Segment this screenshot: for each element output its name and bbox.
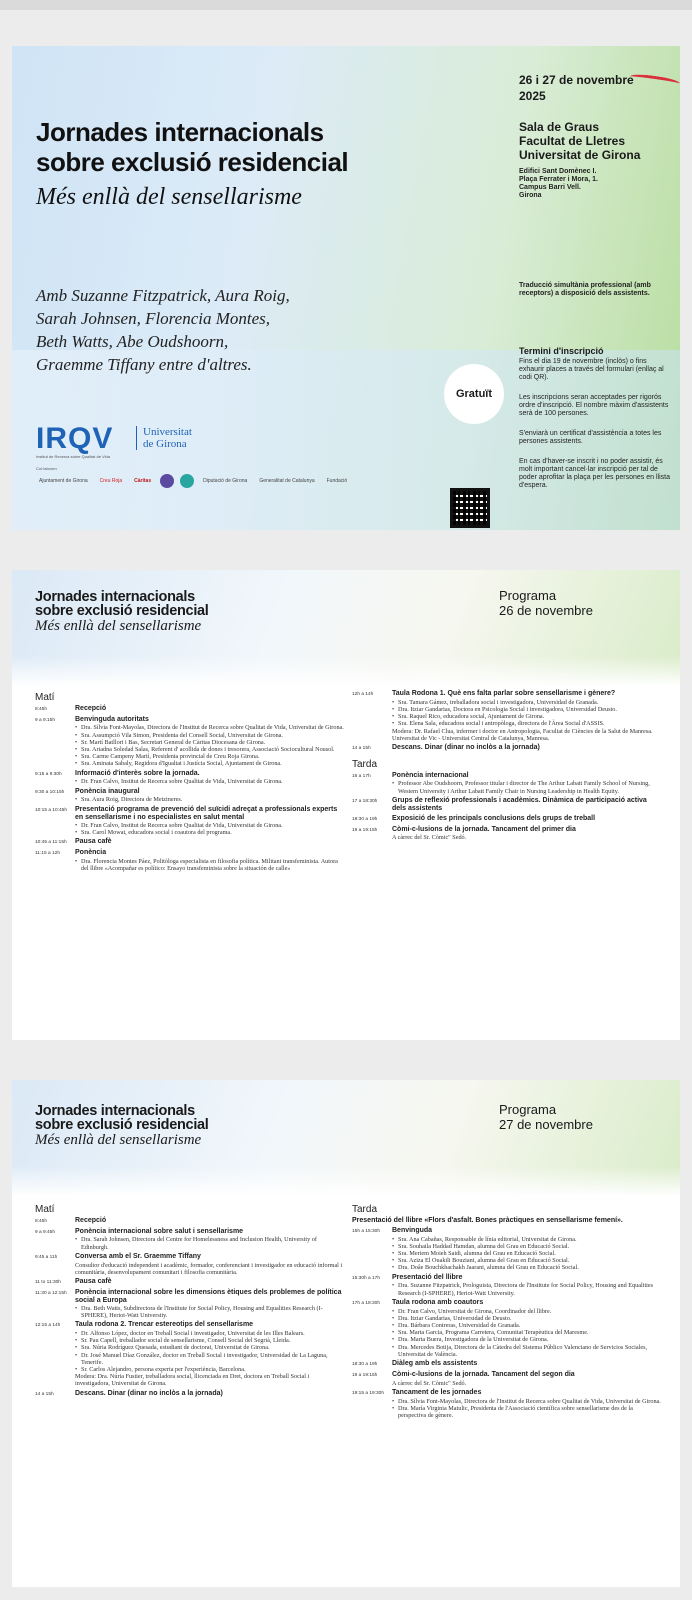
item-details	[392, 1398, 662, 1420]
schedule-item	[352, 744, 662, 753]
certificate-note: S'enviarà un certificat d'assistència a totes les persones assistents.	[519, 430, 662, 445]
item-time: 9:45 a 11h	[35, 1254, 58, 1260]
schedule-item	[35, 1278, 345, 1287]
speaker-list	[392, 1308, 662, 1358]
day1-morning-column	[35, 692, 345, 872]
speaker-list	[75, 1330, 345, 1373]
item-title: Pausa cafè	[75, 838, 112, 846]
item-title: Descans. Dinar (dinar no inclòs a la jornada)	[75, 1389, 223, 1397]
item-time: 16 a 17h	[352, 773, 371, 779]
program-title-line1: Jornades internacionals	[35, 589, 195, 605]
item-title: Conversa amb el Sr. Graemme Tiffany	[75, 1252, 201, 1260]
speaker: • Sr. Pau Capell, treballador social de sensellarisme, Consell Social del Segrià, Lleida.	[75, 1337, 345, 1344]
speaker: • Dr. Fran Calvo, Institut de Recerca sobre Qualitat de Vida, Universitat de Girona.	[75, 778, 345, 785]
schedule-item	[35, 1390, 345, 1399]
item-details	[392, 699, 662, 742]
schedule-item	[35, 806, 345, 822]
speaker: • Sra. Ariadna Soledad Salas, Referent d' acollida de dones i tresorera, Associació Sociocultural Nousol.	[75, 746, 345, 753]
schedule-item	[352, 1227, 662, 1236]
inscription-text: Fins el dia 19 de novembre (inclòs) o fins exhaurir places a través del formulari (enllaç al codi QR).	[519, 358, 664, 381]
speaker-list	[392, 699, 662, 728]
item-time: 9:30 a 10:15h	[35, 789, 65, 795]
section-heading: Tarda	[352, 1204, 378, 1215]
irqv-logo: IRQV	[36, 422, 114, 455]
item-details	[392, 1380, 662, 1387]
item-title: Diàleg amb els assistents	[392, 1360, 478, 1368]
translation-note: Traducció simultània professional (amb receptors) a disposició dels assistents.	[519, 282, 651, 297]
item-time: 11 to 11:30h	[35, 1280, 61, 1285]
poster-title-line1: Jornades internacionals	[36, 117, 324, 147]
free-badge: Gratuït	[444, 364, 504, 424]
item-time: 11:30 a 12:15h	[35, 1290, 67, 1296]
item-title: Còmi-c-lusions de la jornada. Tancament del primer dia	[392, 825, 576, 833]
schedule-item	[35, 716, 345, 725]
item-title: Taula rodona amb coautors	[392, 1298, 484, 1306]
item-note: A càrrec del Sr. Còmic" Sedó.	[392, 1379, 467, 1387]
poster-venue: Sala de Graus Facultat de Lletres Universitat de Girona	[519, 120, 641, 162]
collab-logo: Creu Roja	[99, 478, 123, 484]
schedule-item	[352, 1299, 662, 1308]
item-time: 10:15 a 10:45h	[35, 807, 68, 813]
item-title: Benvinguda autoritats	[75, 715, 149, 723]
day1-afternoon-column	[352, 688, 662, 842]
item-time: 19:15 a 19:30h	[352, 1390, 385, 1396]
moderator: Modera: Dr. Rafael Clua, infermer i doctor en Antropologia, Facultat de Ciències de la Salut de Manresa. Universitat de Vic - Universitat Central de Catalunya, Manresa.	[392, 727, 653, 742]
speaker-list	[75, 778, 345, 785]
item-title: Ponència internacional sobre les dimensions ètiques dels problemes de política social a Europa	[75, 1288, 342, 1304]
item-details	[75, 822, 345, 836]
item-title: Recepció	[75, 704, 107, 712]
item-time: 18:30 a 19h	[352, 1362, 378, 1368]
item-details	[75, 724, 345, 767]
book-presentation: Presentació del llibre «Flors d'asfalt. Bones pràctiques en sensellarisme femení».	[352, 1216, 623, 1224]
item-title: Exposició de les principals conclusions dels grups de treball	[392, 814, 596, 822]
item-time: 18:30 a 19h	[352, 816, 378, 822]
poster-address: Edifici Sant Domènec I. Plaça Ferrater i Mora, 1. Campus Barri Vell. Girona	[519, 168, 598, 199]
day2-morning-column	[35, 1204, 345, 1398]
item-time: 15h a 15:30h	[352, 1228, 381, 1234]
poster-subtitle: Més enllà del sensellarisme	[36, 184, 302, 210]
collab-logo: Generalitat de Catalunya	[259, 478, 315, 484]
item-details	[392, 834, 662, 841]
speaker-list	[75, 796, 345, 803]
collab-logo: Ajuntament de Girona	[39, 478, 88, 484]
speaker: • Dra. Bárbara Contreras, Universidad de Granada.	[392, 1322, 662, 1329]
speaker: • Dr. José Manuel Díaz González, doctor en Treball Social i investigador, Universidad de La Laguna, Tenerife.	[75, 1352, 345, 1366]
schedule-item	[352, 1389, 662, 1398]
speaker: • Dra. Sarah Johnsen, Directora del Centre for Homelessness and Inclusion Health, University of Edinburgh.	[75, 1236, 345, 1250]
item-title: Recepció	[75, 1216, 107, 1224]
speaker: • Sra. Núria Rodríguez Quesada, estudiant de doctorat, Universitat de Girona.	[75, 1344, 345, 1351]
item-time: 9:15 a 9:30h	[35, 771, 62, 777]
speaker: • Sra. Marta Garcia, Programa Carretera, Comunitat Terapèutica del Maresme.	[392, 1329, 662, 1336]
top-bar	[0, 0, 692, 10]
speaker-list	[75, 822, 345, 836]
schedule-item	[352, 1360, 662, 1369]
schedule-item	[35, 705, 345, 714]
cancel-note: En cas d'haver-se inscrit i no poder assistir, és molt important cancel·lar inscripció per tal de poder aprofitar la plaça per les persones en llista d'espera.	[519, 458, 670, 489]
speaker: • Dr. Alfonso López, doctor en Treball Social i investigador, Universitat de les Illes Balears.	[75, 1330, 345, 1337]
program-subtitle: Més enllà del sensellarisme	[35, 618, 202, 634]
day2-afternoon-column	[352, 1204, 662, 1419]
item-details	[392, 780, 662, 794]
irqv-logo-caption: Institut de Recerca sobre Qualitat de Vida	[36, 454, 110, 459]
inscription-heading: Termini d'inscripció	[519, 346, 604, 356]
speaker: • Dra. Florencia Montes Páez, Politòloga especialista en filosofia política. Militant transfeminista. Autora del llibre «Acompañar es político: Ensayo transfeminista sobre la situación de calle»	[75, 858, 345, 872]
program-day2-page	[12, 1080, 680, 1587]
item-details	[392, 1282, 662, 1296]
speaker: • Dra. Marta Buera, Investigadora de la Universitat de Girona.	[392, 1336, 662, 1343]
item-title: Taula rodona 2. Trencar estereotips del sensellarisme	[75, 1321, 254, 1329]
item-title: Còmi-c-lusions de la jornada. Tancament del segon dia	[392, 1370, 575, 1378]
item-title: Presentació del llibre	[392, 1273, 463, 1281]
collab-logo-icon	[180, 474, 194, 488]
item-time: 10:45 a 11:15h	[35, 840, 67, 846]
speaker-list	[392, 1236, 662, 1272]
item-details	[392, 1308, 662, 1358]
schedule-item	[352, 772, 662, 781]
item-note: A càrrec del Sr. Còmic" Sedó.	[392, 834, 467, 842]
program-title-line2: sobre exclusió residencial	[35, 1117, 209, 1133]
item-title: Taula Rodona 1. Què ens falta parlar sobre sensellarisme i gènere?	[392, 690, 616, 697]
schedule-item	[352, 826, 662, 835]
speaker-list	[75, 724, 345, 767]
item-title: Tancament de les jornades	[392, 1388, 482, 1396]
speaker: • Sra. Aziza El Ouakili Bouziani, alumna del Grau en Educació Social.	[392, 1257, 662, 1264]
speaker: • Dr. Fran Calvo, Universitat de Girona, Coordinador del llibre.	[392, 1308, 662, 1315]
program-subtitle: Més enllà del sensellarisme	[35, 1132, 202, 1148]
schedule-item	[352, 797, 662, 813]
item-title: Descans. Dinar (dinar no inclòs a la jornada)	[392, 744, 540, 752]
speaker-list	[75, 858, 345, 872]
schedule-item	[352, 1274, 662, 1283]
item-title: Ponència	[75, 848, 107, 856]
item-title: Benvinguda	[392, 1226, 433, 1234]
speaker: • Dra. Beth Watts, Subdirectora de l'Institute for Social Policy, Housing and Equalities Research (I-SPHERE), Heriot-Watt University.	[75, 1305, 345, 1319]
poster-dates: 26 i 27 de novembre 2025	[519, 73, 634, 103]
speaker: • Professor Abe Oudshoorn, Professor titular i director de The Arthur Labatt Family School of Nursing, Western University i Arthur Labatt Family Chair in Nursing Leadership in Health Equity.	[392, 780, 662, 794]
item-details	[75, 778, 345, 785]
item-time: 9 a 9:15h	[35, 717, 56, 723]
item-details	[75, 796, 345, 803]
item-title: Informació d'interès sobre la jornada.	[75, 769, 200, 777]
item-details	[392, 1236, 662, 1272]
speaker: • Sra. Ana Cabañas, Responsable de línia editorial, Universitat de Girona.	[392, 1236, 662, 1243]
item-title: Ponència internacional sobre salut i sensellarisme	[75, 1227, 244, 1235]
schedule-item	[35, 1321, 345, 1330]
item-note: Consultor d'educació independent i acadèmic, formador, conferenciant i investigador en educació informal i comunitària, desenvolupament comunitari i filosofia comunitària.	[75, 1261, 343, 1276]
item-title: Pausa cafè	[75, 1278, 112, 1285]
item-time: 19 a 19:15h	[352, 1372, 378, 1378]
section-heading: Tarda	[352, 758, 378, 770]
poster-page	[12, 46, 680, 530]
program-heading: Programa 26 de novembre	[499, 588, 593, 618]
schedule-item	[35, 1253, 345, 1262]
schedule-item	[35, 849, 345, 858]
speaker: • Sra. Souhaila Haddad Hamdan, alumna del Grau en Educació Social.	[392, 1243, 662, 1250]
speaker: • Sra. Aminata Sabaly, Regidora d'Igualtat i Justícia Social, Ajuntament de Girona.	[75, 760, 345, 767]
poster-authors: Amb Suzanne Fitzpatrick, Aura Roig, Sarah Johnsen, Florencia Montes, Beth Watts, Abe Oudshoorn, Graemme Tiffany entre d'altres.	[36, 286, 290, 374]
speaker: • Dra. Itziar Gandarias, Doctora en Psicologia Social i investigadora, Universidad Deusto.	[392, 706, 662, 713]
collab-logo: Fundació	[326, 478, 348, 484]
schedule-item	[352, 690, 662, 699]
collab-logo-icon	[160, 474, 174, 488]
speaker: • Dra. Sílvia Font-Mayolas, Directora de l'Institut de Recerca sobre Qualitat de Vida, Universitat de Girona.	[392, 1398, 662, 1405]
collab-logos	[36, 474, 350, 488]
item-details	[75, 1236, 345, 1250]
speaker: • Sra. Raquel Rico, educadora social, Ajuntament de Girona.	[392, 713, 662, 720]
udg-logo: Universitat de Girona	[136, 426, 192, 450]
speaker: • Sra. Tamara Gámez, treballadora social i investigadora, Universidad de Granada.	[392, 699, 662, 706]
item-details	[75, 1305, 345, 1319]
schedule-item	[35, 788, 345, 797]
program-day1-page	[12, 570, 680, 1040]
item-time: 11:15 a 12h	[35, 850, 60, 856]
item-time: 17 a 18:30h	[352, 798, 378, 804]
item-details	[75, 858, 345, 872]
item-time: 12h a 14h	[352, 692, 374, 697]
speaker: • Sra. Carol Mowat, educadora social i coautora del programa.	[75, 829, 345, 836]
item-time: 9 a 9:45h	[35, 1229, 56, 1235]
moderator: Modera: Dra. Núria Fustier, treballadora social, llicenciada en Dret, doctora en Treball Social i investigadora, Universitat de Girona.	[75, 1373, 310, 1388]
item-time: 8:45h	[35, 1218, 48, 1224]
item-time: 14 a 15h	[35, 1391, 54, 1397]
program-heading: Programa 27 de novembre	[499, 1102, 593, 1132]
speaker: • Sra. Meriem Moieh Saidi, alumna del Grau en Educació Social.	[392, 1250, 662, 1257]
speaker: • Dra. Suzanne Fitzpatrick, Prologuista, Directora de l'Institute for Social Policy, Housing and Equalities Research (I-SPHERE), Heriot-Watt University.	[392, 1282, 662, 1296]
section-heading: Matí	[35, 1204, 55, 1215]
item-title: Ponència internacional	[392, 771, 469, 779]
program-title-line1: Jornades internacionals	[35, 1103, 195, 1119]
speaker: • Sra. Carme Campeny Martí, Presidenta provincial de Creu Roja Girona.	[75, 753, 345, 760]
speaker: • Dra. Itziar Gandarias, Universidad de Deusto.	[392, 1315, 662, 1322]
schedule-item	[35, 1228, 345, 1237]
speaker-list	[75, 1305, 345, 1319]
speaker: • Sra. Aura Roig, Directora de Metzineres.	[75, 796, 345, 803]
item-title: Presentació programa de prevenció del suïcidi adreçat a professionals experts en sensellarisme i no especialistes en salut mental	[75, 805, 338, 821]
speaker: • Sra. Elena Sala, educadora social i antropòloga, directora de l'Àrea Social d'ASSIS.	[392, 720, 662, 727]
speaker: • Dra. Doâe Bouchkhachakh Jaarani, alumna del Grau en Educació Social.	[392, 1264, 662, 1271]
collab-heading: Col·laboren	[36, 466, 57, 471]
speaker-list	[75, 1236, 345, 1250]
section-heading: Matí	[35, 692, 55, 703]
collab-logo: Càritas	[134, 478, 152, 484]
program-title-line2: sobre exclusió residencial	[35, 603, 209, 619]
inscription-order: Les inscripcions seran acceptades per rigorós ordre d'inscripció. El nombre màxim d'assistents serà de 100 persones.	[519, 394, 669, 417]
item-time: 14 a 15h	[352, 746, 371, 752]
speaker: • Sr. Martí Batllori i Bas, Secretari General de Càritas Diocesana de Girona.	[75, 739, 345, 746]
item-title: Grups de reflexió professionals i acadèmics. Dinàmica de participació activa dels assistents	[392, 796, 647, 812]
speaker: • Dr. Fran Calvo, Institut de Recerca sobre Qualitat de Vida, Universitat de Girona.	[75, 822, 345, 829]
qr-code-icon[interactable]	[450, 488, 490, 528]
schedule-item	[35, 1289, 345, 1305]
speaker-list	[392, 1282, 662, 1296]
schedule-item	[35, 1217, 345, 1226]
schedule-item	[35, 770, 345, 779]
item-details	[75, 1330, 345, 1388]
schedule-item	[35, 838, 345, 847]
speaker: • Sra. Assumpció Vila Simon, Presidenta del Consell Social, Universitat de Girona.	[75, 732, 345, 739]
speaker: • Sr. Carlos Alejandro, persona experta per l'experiència, Barcelona.	[75, 1366, 345, 1373]
schedule-item	[352, 815, 662, 824]
schedule-item	[352, 1371, 662, 1380]
item-time: 17h a 18:30h	[352, 1300, 381, 1306]
poster-title-line2: sobre exclusió residencial	[36, 147, 349, 177]
speaker-list	[392, 780, 662, 794]
item-time: 8:45h	[35, 706, 48, 712]
item-time: 15:30h a 17h	[352, 1275, 381, 1281]
speaker: • Dra. Mercedes Botija, Directora de la Càtedra del Sistema Público Valenciano de Servicios Sociales, Universitat de València.	[392, 1344, 662, 1358]
item-details	[75, 1262, 345, 1276]
speaker: • Dra. María Virginia Matulic, Presidenta de l'Associació científica sobre sensellarisme des de la perspectiva de gènere.	[392, 1405, 662, 1419]
speaker-list	[392, 1398, 662, 1420]
item-title: Ponència inaugural	[75, 787, 140, 795]
item-time: 12:15 a 14h	[35, 1323, 61, 1329]
collab-logo: Diputació de Girona	[203, 478, 248, 484]
speaker: • Dra. Sílvia Font-Mayolas, Directora de l'Institut de Recerca sobre Qualitat de Vida, Universitat de Girona.	[75, 724, 345, 731]
item-time: 19 a 19:15h	[352, 827, 378, 833]
